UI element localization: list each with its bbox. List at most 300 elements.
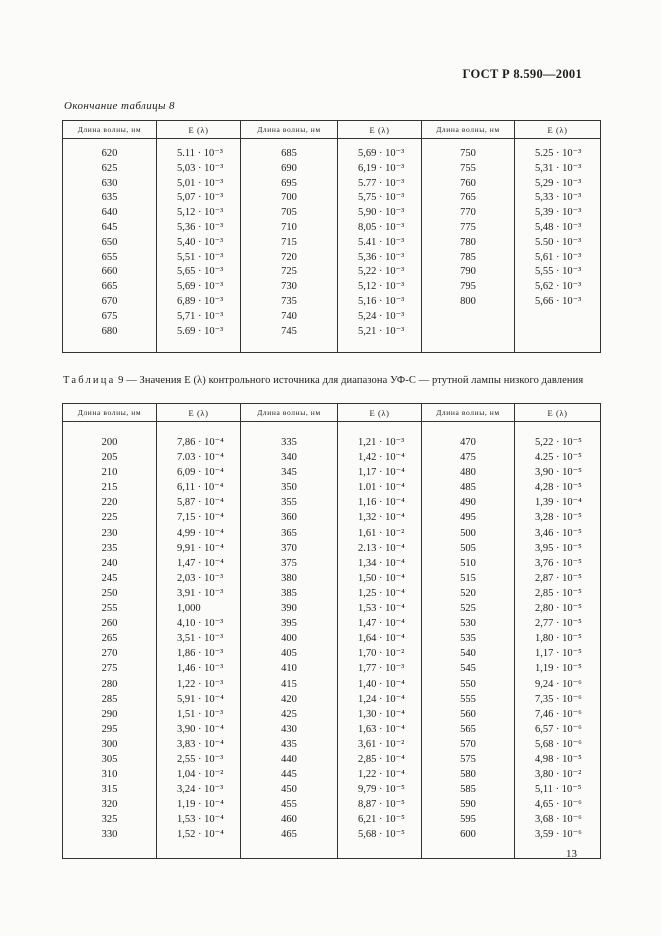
wavelength-cell: 565: [422, 722, 515, 737]
irradiance-cell: 6,21 · 10⁻⁵: [338, 812, 422, 827]
irradiance-cell: 5,48 · 10⁻³: [515, 221, 601, 236]
wavelength-cell: 255: [63, 601, 157, 616]
wavelength-cell: 450: [241, 782, 338, 797]
table-row: [63, 541, 601, 556]
wavelength-cell: 535: [422, 631, 515, 646]
wavelength-cell: 795: [422, 280, 515, 295]
table9: [62, 403, 601, 859]
irradiance-cell: 1,21 · 10⁻³: [338, 435, 422, 450]
wavelength-cell: 700: [241, 191, 338, 206]
wavelength-cell: 695: [241, 177, 338, 192]
wavelength-cell: 730: [241, 280, 338, 295]
table-bottom-cell: [422, 843, 515, 859]
wavelength-cell: 510: [422, 556, 515, 571]
wavelength-cell: 480: [422, 465, 515, 480]
table8-header-e: E (λ): [338, 121, 422, 139]
wavelength-cell: 630: [63, 177, 157, 192]
wavelength-cell: 690: [241, 162, 338, 177]
irradiance-cell: 7,46 · 10⁻⁶: [515, 707, 601, 722]
wavelength-cell: 755: [422, 162, 515, 177]
table-spacer-cell: [338, 139, 422, 148]
wavelength-cell: 660: [63, 265, 157, 280]
wavelength-cell: 290: [63, 707, 157, 722]
wavelength-cell: 410: [241, 661, 338, 676]
table-row: [63, 601, 601, 616]
table8-caption: Окончание таблицы 8: [64, 100, 175, 112]
table-spacer-cell: [338, 422, 422, 436]
irradiance-cell: 5,36 · 10⁻³: [157, 221, 241, 236]
irradiance-cell: 2,77 · 10⁻⁵: [515, 616, 601, 631]
irradiance-cell: 1,64 · 10⁻⁴: [338, 631, 422, 646]
wavelength-cell: 665: [63, 280, 157, 295]
table-row: [63, 265, 601, 280]
irradiance-cell: 1,16 · 10⁻⁴: [338, 495, 422, 510]
wavelength-cell: 745: [241, 325, 338, 340]
wavelength-cell: 415: [241, 677, 338, 692]
irradiance-cell: 3,80 · 10⁻²: [515, 767, 601, 782]
table-bottom-cell: [63, 843, 157, 859]
table-row: [63, 526, 601, 541]
table-row: [63, 616, 601, 631]
wavelength-cell: 750: [422, 147, 515, 162]
table-spacer-cell: [422, 139, 515, 148]
table-bottom-cell: [63, 339, 157, 353]
wavelength-cell: 210: [63, 465, 157, 480]
wavelength-cell: 445: [241, 767, 338, 782]
irradiance-cell: 5,12 · 10⁻³: [157, 206, 241, 221]
wavelength-cell: 440: [241, 752, 338, 767]
wavelength-cell: 385: [241, 586, 338, 601]
wavelength-cell: 260: [63, 616, 157, 631]
wavelength-cell: 595: [422, 812, 515, 827]
irradiance-cell: 7.03 · 10⁻⁴: [157, 450, 241, 465]
irradiance-cell: 6,19 · 10⁻³: [338, 162, 422, 177]
table9-caption-text: 9 — Значения E (λ) контрольного источника для диапазона УФ-С — ртутной лампы низкого давления: [115, 375, 584, 386]
irradiance-cell: 1,22 · 10⁻³: [157, 677, 241, 692]
table-row: [63, 692, 601, 707]
wavelength-cell: 545: [422, 661, 515, 676]
irradiance-cell: 1,52 · 10⁻⁴: [157, 827, 241, 842]
irradiance-cell: 1,80 · 10⁻⁵: [515, 631, 601, 646]
table-bottom-cell: [515, 843, 601, 859]
irradiance-cell: 1,50 · 10⁻⁴: [338, 571, 422, 586]
table-row: [63, 812, 601, 827]
irradiance-cell: 4,98 · 10⁻⁵: [515, 752, 601, 767]
irradiance-cell: 2,87 · 10⁻⁵: [515, 571, 601, 586]
irradiance-cell: 3,51 · 10⁻³: [157, 631, 241, 646]
table-row: [63, 280, 601, 295]
wavelength-cell: 390: [241, 601, 338, 616]
table-spacer-cell: [241, 422, 338, 436]
irradiance-cell: 2,85 · 10⁻⁵: [515, 586, 601, 601]
wavelength-cell: 360: [241, 510, 338, 525]
irradiance-cell: 5,39 · 10⁻³: [515, 206, 601, 221]
table-bottom-cell: [515, 339, 601, 353]
irradiance-cell: 2,80 · 10⁻⁵: [515, 601, 601, 616]
irradiance-cell: 2.13 · 10⁻⁴: [338, 541, 422, 556]
irradiance-cell: 1,30 · 10⁻⁴: [338, 707, 422, 722]
irradiance-cell: 5,12 · 10⁻³: [338, 280, 422, 295]
wavelength-cell: 650: [63, 236, 157, 251]
table-row: [63, 752, 601, 767]
wavelength-cell: 265: [63, 631, 157, 646]
table-row: [63, 191, 601, 206]
irradiance-cell: 3,46 · 10⁻⁵: [515, 526, 601, 541]
wavelength-cell: 735: [241, 295, 338, 310]
table-row: [63, 571, 601, 586]
irradiance-cell: 3,24 · 10⁻³: [157, 782, 241, 797]
document-header: ГОСТ Р 8.590—2001: [462, 67, 582, 81]
irradiance-cell: 1,53 · 10⁻⁴: [157, 812, 241, 827]
irradiance-cell: 3,83 · 10⁻⁴: [157, 737, 241, 752]
irradiance-cell: 5,22 · 10⁻⁵: [515, 435, 601, 450]
wavelength-cell: 320: [63, 797, 157, 812]
wavelength-cell: 475: [422, 450, 515, 465]
irradiance-cell: 4,65 · 10⁻⁶: [515, 797, 601, 812]
table-row: [63, 631, 601, 646]
table9-header-e: E (λ): [338, 404, 422, 422]
table8-header-row: [63, 121, 601, 139]
irradiance-cell: 1,19 · 10⁻⁴: [157, 797, 241, 812]
table-row: [63, 722, 601, 737]
table-spacer-row: [63, 422, 601, 436]
irradiance-cell: 3,59 · 10⁻⁶: [515, 827, 601, 842]
wavelength-cell: 775: [422, 221, 515, 236]
irradiance-cell: 1,000: [157, 601, 241, 616]
wavelength-cell: 540: [422, 646, 515, 661]
table-bottom-cell: [241, 339, 338, 353]
table-row: [63, 495, 601, 510]
table-spacer-row: [63, 139, 601, 148]
irradiance-cell: 5.41 · 10⁻³: [338, 236, 422, 251]
wavelength-cell: 490: [422, 495, 515, 510]
page-number: 13: [566, 848, 577, 860]
wavelength-cell: 655: [63, 251, 157, 266]
wavelength-cell: 645: [63, 221, 157, 236]
irradiance-cell: 2,03 · 10⁻³: [157, 571, 241, 586]
table-bottom-cell: [422, 339, 515, 353]
table-row: [63, 707, 601, 722]
wavelength-cell: 575: [422, 752, 515, 767]
wavelength-cell: 465: [241, 827, 338, 842]
irradiance-cell: 1,34 · 10⁻⁴: [338, 556, 422, 571]
irradiance-cell: 5,68 · 10⁻⁶: [515, 737, 601, 752]
wavelength-cell: 365: [241, 526, 338, 541]
wavelength-cell: 670: [63, 295, 157, 310]
irradiance-cell: 6,89 · 10⁻³: [157, 295, 241, 310]
wavelength-cell: 720: [241, 251, 338, 266]
table-row: [63, 646, 601, 661]
table9-header-wavelength: Длина волны, нм: [241, 404, 338, 422]
table9-header-wavelength: Длина волны, нм: [422, 404, 515, 422]
irradiance-cell: 5.11 · 10⁻³: [157, 147, 241, 162]
table8-header-e: E (λ): [515, 121, 601, 139]
table-bottom-cell: [338, 339, 422, 353]
irradiance-cell: 1,51 · 10⁻³: [157, 707, 241, 722]
table-row: [63, 206, 601, 221]
table9-body: [63, 422, 601, 859]
table-row: [63, 737, 601, 752]
wavelength-cell: 270: [63, 646, 157, 661]
irradiance-cell: 5,03 · 10⁻³: [157, 162, 241, 177]
table-row: [63, 325, 601, 340]
irradiance-cell: 5,07 · 10⁻³: [157, 191, 241, 206]
table-row: [63, 236, 601, 251]
wavelength-cell: [422, 325, 515, 340]
irradiance-cell: 4,10 · 10⁻³: [157, 616, 241, 631]
table-row: [63, 767, 601, 782]
wavelength-cell: 585: [422, 782, 515, 797]
irradiance-cell: 1,22 · 10⁻⁴: [338, 767, 422, 782]
wavelength-cell: 780: [422, 236, 515, 251]
irradiance-cell: 1,04 · 10⁻²: [157, 767, 241, 782]
wavelength-cell: 455: [241, 797, 338, 812]
irradiance-cell: [515, 325, 601, 340]
table9-caption: [63, 375, 599, 387]
table-row: [63, 221, 601, 236]
table-row: [63, 310, 601, 325]
table9-caption-label: Таблица: [63, 375, 116, 386]
wavelength-cell: 530: [422, 616, 515, 631]
table-row: [63, 435, 601, 450]
wavelength-cell: 520: [422, 586, 515, 601]
wavelength-cell: 555: [422, 692, 515, 707]
irradiance-cell: 5,66 · 10⁻³: [515, 295, 601, 310]
table-bottom-cell: [241, 843, 338, 859]
table-spacer-cell: [515, 139, 601, 148]
wavelength-cell: 315: [63, 782, 157, 797]
wavelength-cell: 680: [63, 325, 157, 340]
irradiance-cell: 5,62 · 10⁻³: [515, 280, 601, 295]
table-row: [63, 510, 601, 525]
wavelength-cell: 760: [422, 177, 515, 192]
wavelength-cell: 500: [422, 526, 515, 541]
wavelength-cell: 505: [422, 541, 515, 556]
irradiance-cell: 4,28 · 10⁻⁵: [515, 480, 601, 495]
irradiance-cell: 7,35 · 10⁻⁶: [515, 692, 601, 707]
wavelength-cell: 280: [63, 677, 157, 692]
wavelength-cell: 470: [422, 435, 515, 450]
table9-header-row: [63, 404, 601, 422]
irradiance-cell: 8,05 · 10⁻³: [338, 221, 422, 236]
irradiance-cell: 8,87 · 10⁻⁵: [338, 797, 422, 812]
irradiance-cell: 1,42 · 10⁻⁴: [338, 450, 422, 465]
irradiance-cell: 3,91 · 10⁻³: [157, 586, 241, 601]
wavelength-cell: 230: [63, 526, 157, 541]
irradiance-cell: 5,16 · 10⁻³: [338, 295, 422, 310]
irradiance-cell: 1,47 · 10⁻⁴: [338, 616, 422, 631]
wavelength-cell: 425: [241, 707, 338, 722]
irradiance-cell: 1.01 · 10⁻⁴: [338, 480, 422, 495]
irradiance-cell: 1,47 · 10⁻⁴: [157, 556, 241, 571]
irradiance-cell: 5,91 · 10⁻⁴: [157, 692, 241, 707]
irradiance-cell: 5,75 · 10⁻³: [338, 191, 422, 206]
wavelength-cell: 705: [241, 206, 338, 221]
irradiance-cell: 5,87 · 10⁻⁴: [157, 495, 241, 510]
table-spacer-cell: [157, 422, 241, 436]
irradiance-cell: 4,99 · 10⁻⁴: [157, 526, 241, 541]
wavelength-cell: 200: [63, 435, 157, 450]
table8: [62, 120, 601, 353]
wavelength-cell: 600: [422, 827, 515, 842]
irradiance-cell: 5,65 · 10⁻³: [157, 265, 241, 280]
irradiance-cell: 1,46 · 10⁻³: [157, 661, 241, 676]
irradiance-cell: 3,28 · 10⁻⁵: [515, 510, 601, 525]
irradiance-cell: 5,36 · 10⁻³: [338, 251, 422, 266]
irradiance-cell: 5,01 · 10⁻³: [157, 177, 241, 192]
table-row: [63, 147, 601, 162]
table-row: [63, 177, 601, 192]
wavelength-cell: 525: [422, 601, 515, 616]
table-bottom-cell: [157, 339, 241, 353]
table-row: [63, 661, 601, 676]
irradiance-cell: 5.50 · 10⁻³: [515, 236, 601, 251]
wavelength-cell: 570: [422, 737, 515, 752]
table9-header-e: E (λ): [515, 404, 601, 422]
wavelength-cell: 330: [63, 827, 157, 842]
wavelength-cell: 710: [241, 221, 338, 236]
irradiance-cell: 1,19 · 10⁻⁵: [515, 661, 601, 676]
irradiance-cell: 1,40 · 10⁻⁴: [338, 677, 422, 692]
table-bottom-cell: [338, 843, 422, 859]
table-row: [63, 162, 601, 177]
irradiance-cell: 3,90 · 10⁻⁵: [515, 465, 601, 480]
irradiance-cell: 5,33 · 10⁻³: [515, 191, 601, 206]
table9-header-wavelength: Длина волны, нм: [63, 404, 157, 422]
irradiance-cell: 6,57 · 10⁻⁶: [515, 722, 601, 737]
irradiance-cell: 5,55 · 10⁻³: [515, 265, 601, 280]
irradiance-cell: 1,61 · 10⁻²: [338, 526, 422, 541]
table-spacer-cell: [63, 139, 157, 148]
wavelength-cell: 625: [63, 162, 157, 177]
irradiance-cell: 1,70 · 10⁻²: [338, 646, 422, 661]
irradiance-cell: 1,25 · 10⁻⁴: [338, 586, 422, 601]
irradiance-cell: 1,77 · 10⁻³: [338, 661, 422, 676]
irradiance-cell: 5,22 · 10⁻³: [338, 265, 422, 280]
wavelength-cell: 375: [241, 556, 338, 571]
irradiance-cell: 9,24 · 10⁻⁶: [515, 677, 601, 692]
wavelength-cell: 590: [422, 797, 515, 812]
wavelength-cell: 305: [63, 752, 157, 767]
wavelength-cell: 215: [63, 480, 157, 495]
irradiance-cell: 7,15 · 10⁻⁴: [157, 510, 241, 525]
wavelength-cell: 800: [422, 295, 515, 310]
wavelength-cell: 220: [63, 495, 157, 510]
wavelength-cell: 300: [63, 737, 157, 752]
wavelength-cell: 675: [63, 310, 157, 325]
irradiance-cell: 2,55 · 10⁻³: [157, 752, 241, 767]
table-spacer-cell: [241, 139, 338, 148]
wavelength-cell: 400: [241, 631, 338, 646]
table8-header-wavelength: Длина волны, нм: [63, 121, 157, 139]
wavelength-cell: 685: [241, 147, 338, 162]
wavelength-cell: 580: [422, 767, 515, 782]
irradiance-cell: 5,68 · 10⁻⁵: [338, 827, 422, 842]
wavelength-cell: 560: [422, 707, 515, 722]
irradiance-cell: 6,09 · 10⁻⁴: [157, 465, 241, 480]
irradiance-cell: 5,40 · 10⁻³: [157, 236, 241, 251]
table-bottom-row: [63, 843, 601, 859]
irradiance-cell: 1,24 · 10⁻⁴: [338, 692, 422, 707]
irradiance-cell: 5.69 · 10⁻³: [157, 325, 241, 340]
irradiance-cell: 1,32 · 10⁻⁴: [338, 510, 422, 525]
wavelength-cell: 435: [241, 737, 338, 752]
wavelength-cell: 285: [63, 692, 157, 707]
table-row: [63, 295, 601, 310]
irradiance-cell: 5,21 · 10⁻³: [338, 325, 422, 340]
table-row: [63, 797, 601, 812]
irradiance-cell: 1,17 · 10⁻⁴: [338, 465, 422, 480]
irradiance-cell: 9,79 · 10⁻⁵: [338, 782, 422, 797]
wavelength-cell: 740: [241, 310, 338, 325]
irradiance-cell: 5,11 · 10⁻⁵: [515, 782, 601, 797]
irradiance-cell: [515, 310, 601, 325]
wavelength-cell: 765: [422, 191, 515, 206]
wavelength-cell: 235: [63, 541, 157, 556]
irradiance-cell: 3,90 · 10⁻⁴: [157, 722, 241, 737]
wavelength-cell: 355: [241, 495, 338, 510]
irradiance-cell: 5,61 · 10⁻³: [515, 251, 601, 266]
wavelength-cell: 715: [241, 236, 338, 251]
irradiance-cell: 5,90 · 10⁻³: [338, 206, 422, 221]
wavelength-cell: 635: [63, 191, 157, 206]
irradiance-cell: 7,86 · 10⁻⁴: [157, 435, 241, 450]
table-row: [63, 782, 601, 797]
wavelength-cell: 370: [241, 541, 338, 556]
wavelength-cell: 205: [63, 450, 157, 465]
wavelength-cell: 725: [241, 265, 338, 280]
wavelength-cell: 460: [241, 812, 338, 827]
irradiance-cell: 1,17 · 10⁻⁵: [515, 646, 601, 661]
table-row: [63, 586, 601, 601]
wavelength-cell: 640: [63, 206, 157, 221]
wavelength-cell: 225: [63, 510, 157, 525]
table-bottom-row: [63, 339, 601, 353]
wavelength-cell: 620: [63, 147, 157, 162]
wavelength-cell: [422, 310, 515, 325]
wavelength-cell: 430: [241, 722, 338, 737]
table-spacer-cell: [422, 422, 515, 436]
table-spacer-cell: [515, 422, 601, 436]
table9-header-e: E (λ): [157, 404, 241, 422]
wavelength-cell: 245: [63, 571, 157, 586]
irradiance-cell: 1,63 · 10⁻⁴: [338, 722, 422, 737]
irradiance-cell: 5,31 · 10⁻³: [515, 162, 601, 177]
wavelength-cell: 790: [422, 265, 515, 280]
irradiance-cell: 5,29 · 10⁻³: [515, 177, 601, 192]
wavelength-cell: 340: [241, 450, 338, 465]
table-row: [63, 556, 601, 571]
irradiance-cell: 2,85 · 10⁻⁴: [338, 752, 422, 767]
wavelength-cell: 380: [241, 571, 338, 586]
irradiance-cell: 4.25 · 10⁻⁵: [515, 450, 601, 465]
wavelength-cell: 325: [63, 812, 157, 827]
irradiance-cell: 1,39 · 10⁻⁴: [515, 495, 601, 510]
wavelength-cell: 495: [422, 510, 515, 525]
irradiance-cell: 3,61 · 10⁻²: [338, 737, 422, 752]
wavelength-cell: 405: [241, 646, 338, 661]
irradiance-cell: 6,11 · 10⁻⁴: [157, 480, 241, 495]
wavelength-cell: 250: [63, 586, 157, 601]
wavelength-cell: 345: [241, 465, 338, 480]
wavelength-cell: 295: [63, 722, 157, 737]
irradiance-cell: 5.25 · 10⁻³: [515, 147, 601, 162]
irradiance-cell: 5,24 · 10⁻³: [338, 310, 422, 325]
wavelength-cell: 350: [241, 480, 338, 495]
table-row: [63, 465, 601, 480]
table-row: [63, 450, 601, 465]
wavelength-cell: 310: [63, 767, 157, 782]
